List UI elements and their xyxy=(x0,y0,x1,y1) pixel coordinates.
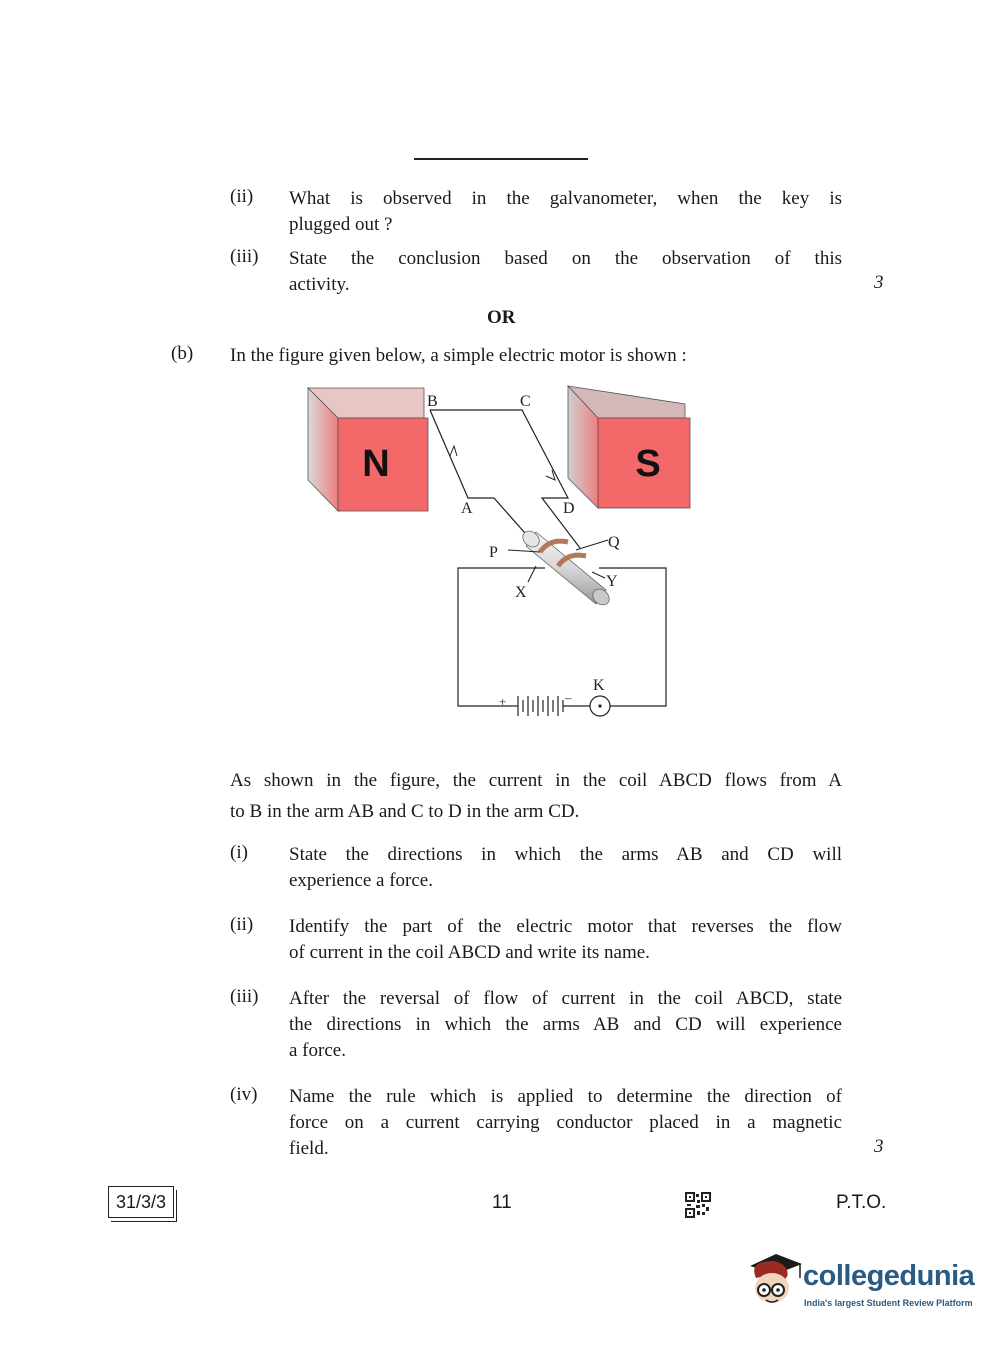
description-line: to B in the arm AB and C to D in the arm CD. xyxy=(230,801,580,822)
question-line: activity. xyxy=(289,274,350,295)
battery-plus-sign: + xyxy=(499,694,507,709)
question-line: the directions in which the arms AB and CD will experience xyxy=(289,1014,842,1035)
part-b-intro: In the figure given below, a simple electric motor is shown : xyxy=(230,345,687,366)
label-b: B xyxy=(427,393,438,410)
brand-tagline: India's largest Student Review Platform xyxy=(804,1298,973,1308)
label-p: P xyxy=(489,544,498,561)
question-line: a force. xyxy=(289,1040,346,1061)
label-k: K xyxy=(593,677,605,694)
question-line: Identify the part of the electric motor that reverses the flow xyxy=(289,916,842,937)
question-line: experience a force. xyxy=(289,870,433,891)
page-number: 11 xyxy=(492,1192,512,1213)
marks: 3 xyxy=(874,1136,884,1157)
question-line: field. xyxy=(289,1138,329,1159)
description-line: As shown in the figure, the current in the coil ABCD flows from A xyxy=(230,770,842,791)
pto-text: P.T.O. xyxy=(836,1192,887,1213)
or-heading: OR xyxy=(487,307,516,328)
question-label: (i) xyxy=(230,842,248,863)
external-circuit xyxy=(458,568,666,716)
qr-code-icon xyxy=(685,1192,711,1218)
question-label: (ii) xyxy=(230,186,254,207)
mascot-logo-icon xyxy=(742,1248,804,1310)
south-magnet xyxy=(568,386,690,508)
battery-minus-sign: – xyxy=(565,690,572,705)
electric-motor-figure xyxy=(290,380,710,730)
question-label: (ii) xyxy=(230,914,254,935)
question-line: State the directions in which the arms AB and CD will xyxy=(289,844,842,865)
question-label: (iv) xyxy=(230,1084,258,1105)
label-q: Q xyxy=(608,534,620,551)
question-line: Name the rule which is applied to determine the direction of xyxy=(289,1086,842,1107)
question-line: What is observed in the galvanometer, when the key is xyxy=(289,188,842,209)
top-rule xyxy=(414,158,588,160)
question-label: (iii) xyxy=(230,246,259,267)
marks: 3 xyxy=(874,272,884,293)
north-magnet xyxy=(308,388,428,511)
question-line: of current in the coil ABCD and write its name. xyxy=(289,942,650,963)
label-y: Y xyxy=(606,573,618,590)
label-x: X xyxy=(515,584,527,601)
question-line: After the reversal of flow of current in the coil ABCD, state xyxy=(289,988,842,1009)
question-line: State the conclusion based on the observation of this xyxy=(289,248,842,269)
magnet-north-label: N xyxy=(362,443,390,485)
magnet-south-label: S xyxy=(635,443,661,485)
question-line: force on a current carrying conductor placed in a magnetic xyxy=(289,1112,842,1133)
question-label: (iii) xyxy=(230,986,259,1007)
part-b-label: (b) xyxy=(171,343,194,364)
label-a: A xyxy=(461,500,473,517)
question-line: plugged out ? xyxy=(289,214,393,235)
paper-code: 31/3/3 xyxy=(108,1186,174,1218)
label-d: D xyxy=(563,500,575,517)
label-c: C xyxy=(520,393,531,410)
coil-abcd xyxy=(430,410,580,550)
brand-name: collegedunia xyxy=(803,1260,975,1292)
key-plug-dot xyxy=(598,704,601,707)
